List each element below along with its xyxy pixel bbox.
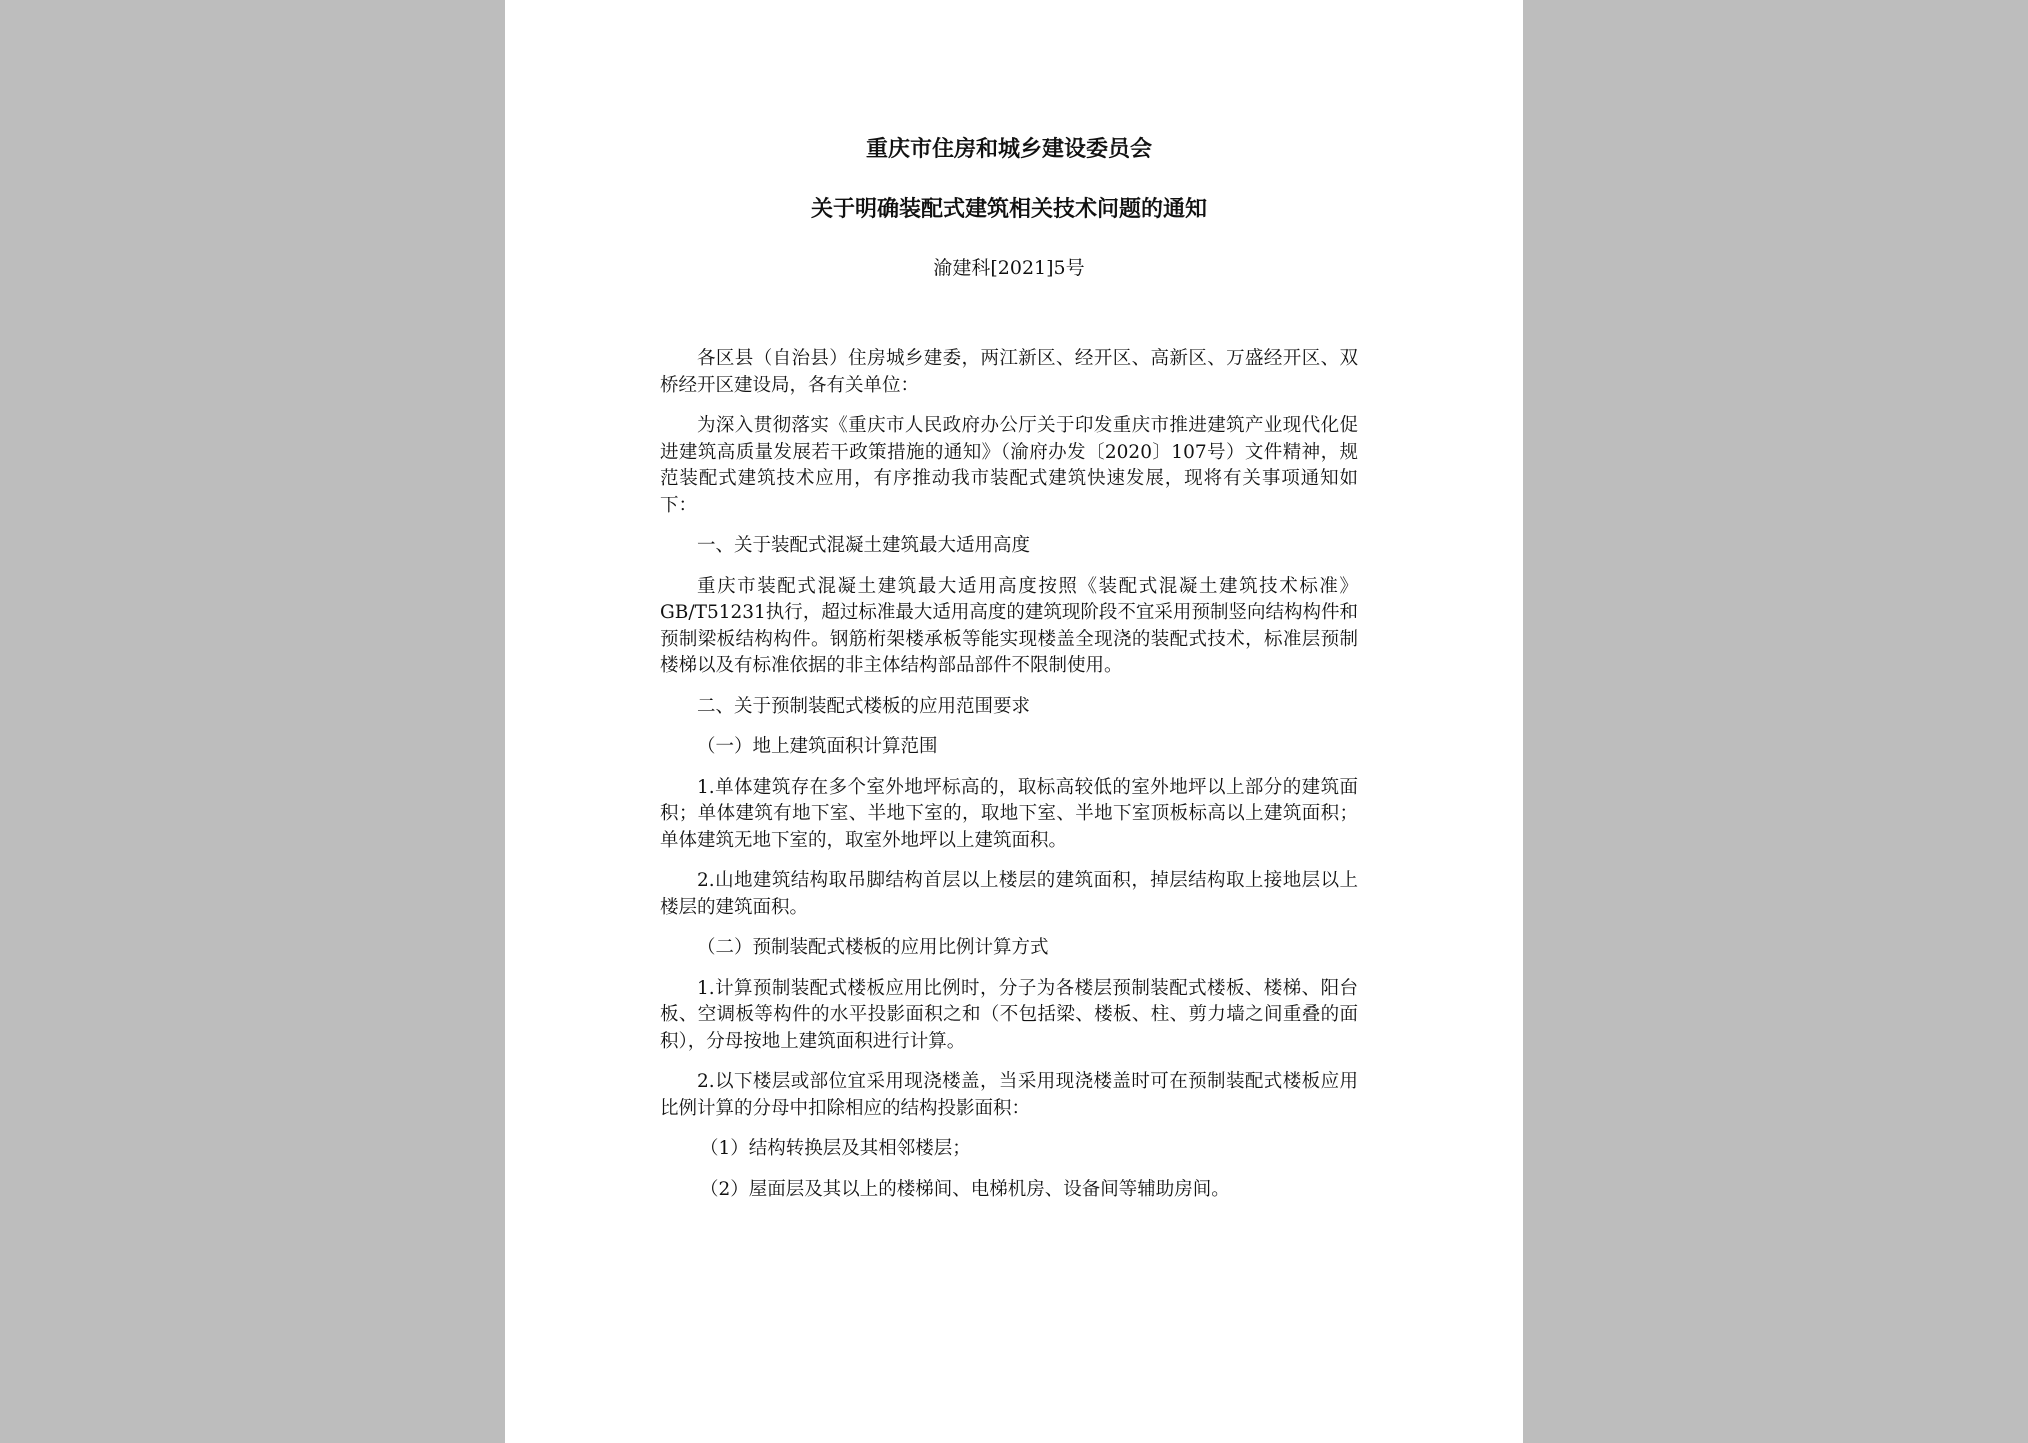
subsection-1-heading: （一）地上建筑面积计算范围 (697, 736, 938, 757)
section-1-heading: 一、关于装配式混凝土建筑最大适用高度 (697, 535, 1031, 556)
subsection-1-item-2: 2.山地建筑结构取吊脚结构首层以上楼层的建筑面积，掉层结构取上接地层以上楼层的建筑面积。 (660, 870, 1358, 918)
document-title: 关于明确装配式建筑相关技术问题的通知 (810, 197, 1207, 222)
section-2-heading: 二、关于预制装配式楼板的应用范围要求 (697, 695, 1031, 717)
subsection-1-item-1: 1.单体建筑存在多个室外地坪标高的，取标高较低的室外地坪以上部分的建筑面积；单体建筑有地下室、半地下室的，取地下室、半地下室顶板标高以上建筑面积；单体建筑无地下室的，取室外地坪以上建筑面积。 (660, 776, 1358, 851)
intro-paragraph: 为深入贯彻落实《重庆市人民政府办公厅关于印发重庆市推进建筑产业现代化促进建筑高质量发展若干政策措施的通知》（渝府办发〔2020〕107号）文件精神，规范装配式建筑技术应用，有序推动我市装配式建筑快速发展，现将有关事项通知如下： (660, 415, 1358, 516)
subsection-2-item-1: 1.计算预制装配式楼板应用比例时，分子为各楼层预制装配式楼板、楼梯、阳台板、空调板等构件的水平投影面积之和（不包括梁、楼板、柱、剪力墙之间重叠的面积），分母按地上建筑面积进行计算。 (660, 977, 1358, 1052)
subsection-2-item-2: 2.以下楼层或部位宜采用现浇楼盖，当采用现浇楼盖时可在预制装配式楼板应用比例计算的分母中扣除相应的结构投影面积： (660, 1071, 1358, 1119)
subsection-2-item-2-a: （1）结构转换层及其相邻楼层； (700, 1138, 971, 1159)
subsection-2-item-2-b: （2）屋面层及其以上的楼梯间、电梯机房、设备间等辅助房间。 (700, 1178, 1230, 1200)
document-page (505, 0, 1523, 1443)
issuing-organization: 重庆市住房和城乡建设委员会 (865, 137, 1152, 162)
subsection-2-heading: （二）预制装配式楼板的应用比例计算方式 (697, 937, 1049, 958)
section-1-body: 重庆市装配式混凝土建筑最大适用高度按照《装配式混凝土建筑技术标准》GB/T51231执行，超过标准最大适用高度的建筑现阶段不宜采用预制竖向结构构件和预制梁板结构构件。钢筋桁架楼承板等能实现楼盖全现浇的装配式技术，标准层预制楼梯以及有标准依据的非主体结构部品部件不限制使用。 (660, 575, 1358, 676)
document-number: 渝建科[2021]5号 (933, 257, 1085, 279)
addressee-paragraph: 各区县（自治县）住房城乡建委，两江新区、经开区、高新区、万盛经开区、双桥经开区建设局，各有关单位： (660, 348, 1358, 396)
